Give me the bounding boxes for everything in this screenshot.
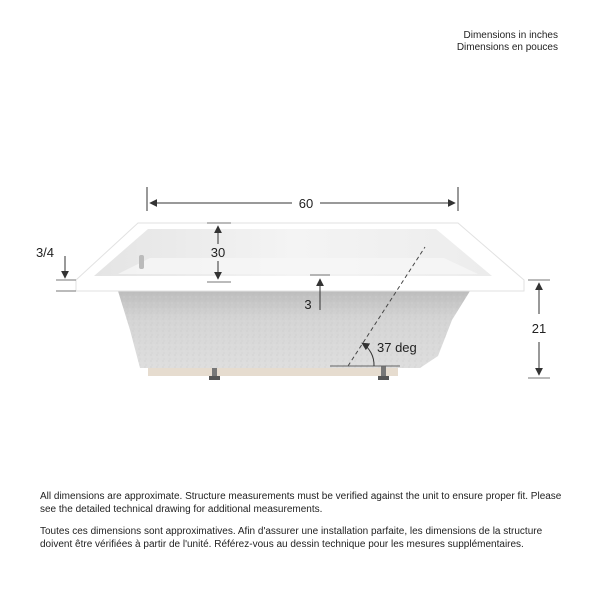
tub-basin-floor	[118, 258, 478, 274]
disclaimer-notes	[40, 491, 565, 561]
height-label: 21	[531, 321, 547, 336]
apron-texture	[118, 291, 470, 368]
length-dimension	[147, 187, 458, 211]
slope-angle-label: 37 deg	[377, 340, 417, 355]
disclaimer-en: All dimensions are approximate. Structure measurements must be verified against the unit to ensure proper fit. Please see the detailed technical drawing for additional measurements.	[40, 491, 562, 515]
units-note-fr: Dimensions en pouces	[456, 42, 558, 53]
rim-thickness-label: 3/4	[35, 245, 55, 260]
setback-label: 3	[304, 297, 312, 312]
overflow-drain-icon	[139, 255, 144, 269]
tub-base	[148, 368, 398, 376]
height-dimension	[528, 280, 550, 378]
width-label: 30	[210, 245, 226, 260]
length-label: 60	[298, 196, 314, 211]
units-note-en: Dimensions in inches	[463, 30, 558, 41]
rim-thickness-dimension	[36, 245, 76, 291]
disclaimer-fr: Toutes ces dimensions sont approximatives. Afin d'assurer une installation parfaite, les dimensions de la structure doivent être vérifiées à partir de l'unité. Référez-vous au dessin technique pour les mesures supplémentaires.	[40, 526, 543, 550]
